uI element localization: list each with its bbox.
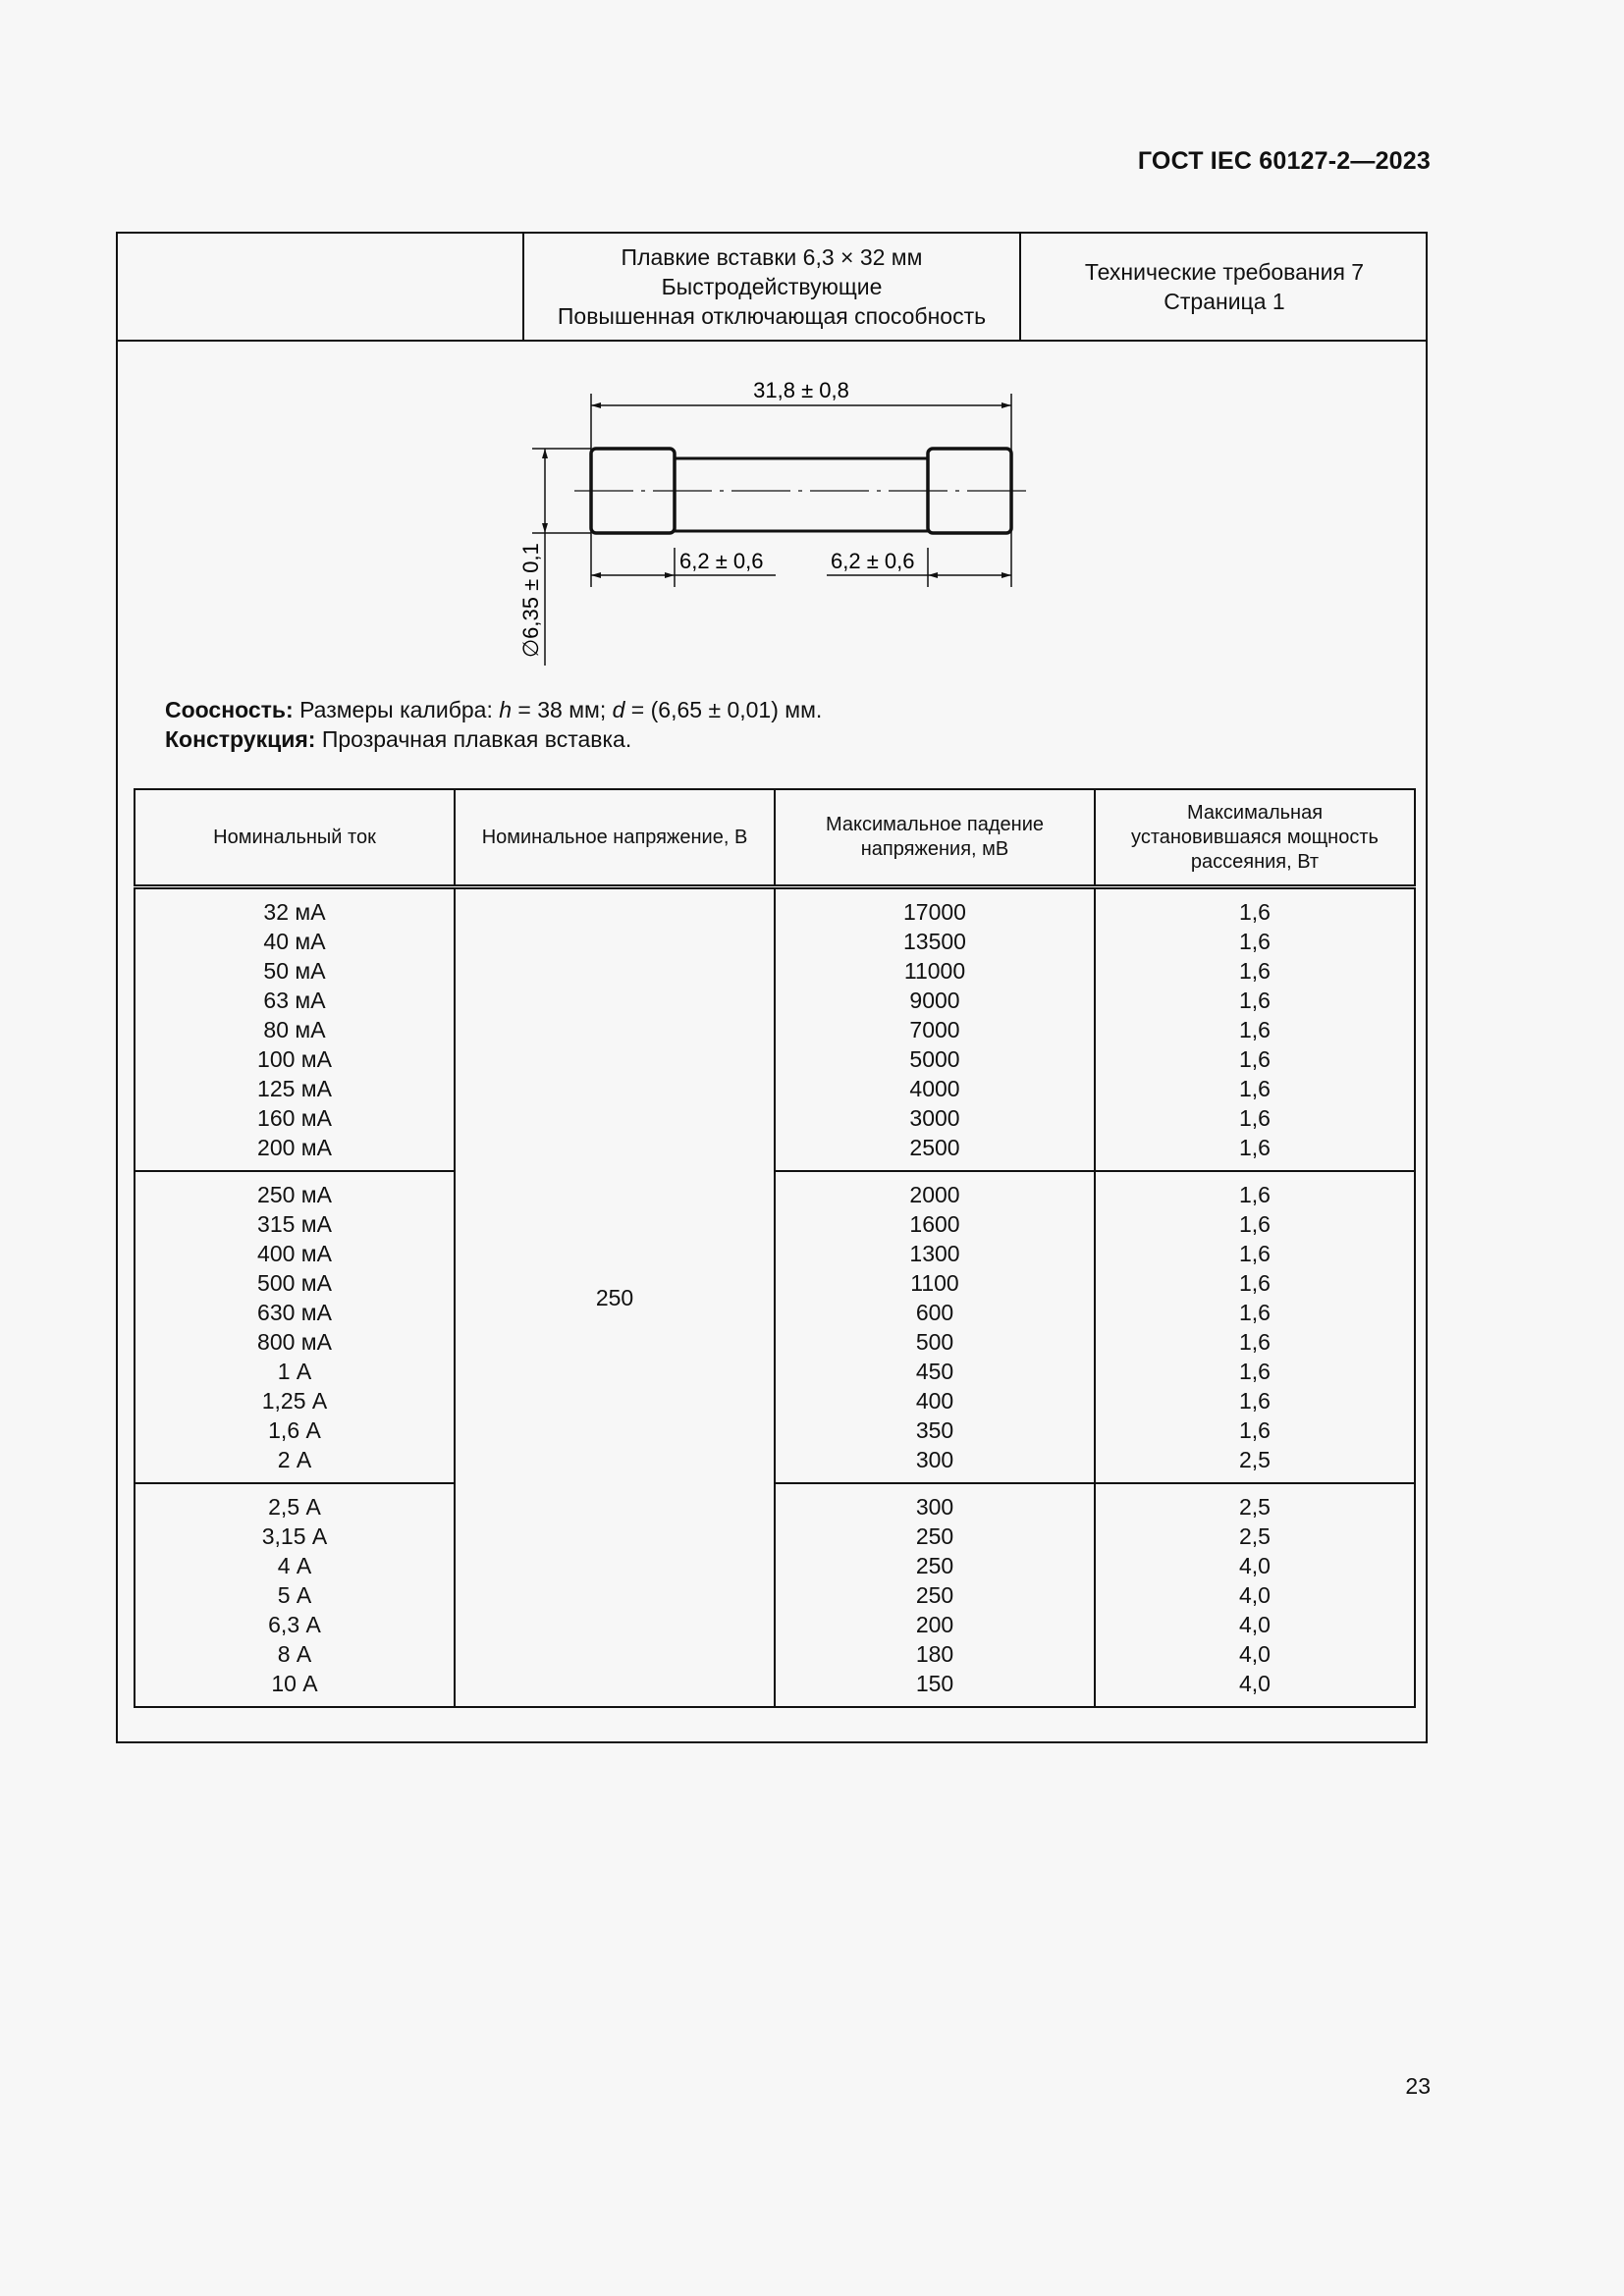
dim-cap-left-label: 6,2 ± 0,6 (679, 549, 764, 573)
current-cell (135, 1483, 455, 1707)
title-line-2: Быстродействующие (661, 274, 883, 299)
voltage-drop-cell-value: 350 (915, 1417, 954, 1443)
voltage-drop-cell-value: 500 (915, 1329, 954, 1355)
power-cell-value: 1,6 (1239, 1300, 1271, 1325)
construction-label: Конструкция: (165, 726, 316, 752)
current-cell-value: 40 мА (263, 929, 326, 954)
voltage-drop-cell-value: 600 (915, 1300, 954, 1325)
voltage-drop-cell-value: 250 (915, 1553, 954, 1578)
power-cell-value: 1,6 (1239, 1329, 1271, 1355)
construction-text: Прозрачная плавкая вставка. (315, 726, 632, 752)
voltage-drop-cell-value: 300 (915, 1447, 954, 1472)
current-cell-value: 6,3 А (268, 1612, 321, 1637)
voltage-drop-cell-value: 450 (915, 1359, 954, 1384)
voltage-drop-cell-value: 250 (915, 1523, 954, 1549)
current-cell (135, 1171, 455, 1483)
power-cell-value: 1,6 (1239, 1270, 1271, 1296)
current-cell-value: 32 мА (263, 899, 326, 925)
dim-diameter-label: ∅6,35 ± 0,1 (518, 543, 543, 658)
power-cell-value: 1,6 (1239, 988, 1271, 1013)
voltage-drop-cell (775, 887, 1095, 1172)
current-cell-value: 80 мА (263, 1017, 326, 1042)
voltage-drop-cell (775, 1483, 1095, 1707)
power-cell-value: 1,6 (1239, 1417, 1271, 1443)
coaxiality-text-1: Размеры калибра: (293, 697, 500, 722)
voltage-drop-cell-value: 2000 (909, 1182, 960, 1207)
construction-note (165, 724, 822, 754)
current-cell-value: 3,15 А (261, 1523, 328, 1549)
gauge-h: h (499, 697, 513, 722)
power-cell-value: 2,5 (1239, 1523, 1271, 1549)
table-row (135, 1171, 1415, 1483)
power-cell-value: 1,6 (1239, 1076, 1271, 1101)
voltage-drop-cell-value: 7000 (909, 1017, 960, 1042)
header-voltage-drop: Максимальное падение напряжения, мВ (775, 789, 1095, 887)
power-cell (1095, 1171, 1415, 1483)
power-cell-value: 1,6 (1239, 1135, 1271, 1160)
title-line-3: Повышенная отключающая способность (557, 303, 987, 329)
voltage-cell: 250 (455, 887, 775, 1708)
title-line-1: Плавкие вставки 6,3 × 32 мм (621, 244, 923, 270)
power-cell-value: 1,6 (1239, 1017, 1271, 1042)
table-header-row (135, 789, 1415, 887)
power-cell (1095, 1483, 1415, 1707)
current-cell-value: 63 мА (263, 988, 326, 1013)
voltage-drop-cell-value: 150 (915, 1671, 954, 1696)
current-cell-value: 250 мА (257, 1182, 332, 1207)
current-cell-value: 630 мА (257, 1300, 332, 1325)
sheet-page: Страница 1 (1164, 289, 1285, 314)
voltage-drop-cell-value: 1100 (910, 1270, 959, 1296)
power-cell-value: 1,6 (1239, 1105, 1271, 1131)
power-cell-value: 1,6 (1239, 1388, 1271, 1414)
power-cell-value: 4,0 (1239, 1582, 1271, 1608)
power-cell-value: 1,6 (1239, 1046, 1271, 1072)
fuse-drawing (118, 234, 1426, 685)
power-cell-value: 1,6 (1239, 1359, 1271, 1384)
current-cell-value: 500 мА (257, 1270, 332, 1296)
voltage-drop-cell-value: 300 (915, 1494, 954, 1520)
current-cell-value: 5 А (277, 1582, 312, 1608)
voltage-drop-cell-value: 13500 (903, 929, 966, 954)
voltage-drop-cell-value: 250 (915, 1582, 954, 1608)
current-cell (135, 887, 455, 1172)
voltage-drop-cell-value: 5000 (909, 1046, 960, 1072)
current-cell-value: 10 А (271, 1671, 318, 1696)
coaxiality-text-3: = (6,65 ± 0,01) мм. (624, 697, 823, 722)
voltage-drop-cell-value: 400 (915, 1388, 954, 1414)
gauge-d: d (612, 697, 625, 722)
header-rated-current: Номинальный ток (135, 789, 455, 887)
coaxiality-label: Соосность: (165, 697, 294, 722)
voltage-drop-cell-value: 1300 (909, 1241, 960, 1266)
current-cell-value: 100 мА (257, 1046, 332, 1072)
dim-overall-length-label: 31,8 ± 0,8 (753, 378, 849, 402)
voltage-drop-cell-value: 9000 (909, 988, 960, 1013)
coaxiality-note (165, 695, 822, 724)
power-cell-value: 1,6 (1239, 1241, 1271, 1266)
power-cell-value: 4,0 (1239, 1641, 1271, 1667)
header-rated-voltage: Номинальное напряжение, В (455, 789, 775, 887)
table-row (135, 1483, 1415, 1707)
voltage-drop-cell-value: 17000 (903, 899, 966, 925)
current-cell-value: 1,6 А (268, 1417, 321, 1443)
power-cell-value: 4,0 (1239, 1671, 1271, 1696)
current-cell-value: 1,25 А (261, 1388, 328, 1414)
voltage-drop-cell-value: 4000 (909, 1076, 960, 1101)
fuse-tube (675, 458, 928, 531)
power-cell-value: 1,6 (1239, 1211, 1271, 1237)
header-power-dissipation: Максимальная установившаяся мощность рассеяния, Вт (1095, 789, 1415, 887)
page-number: 23 (1405, 2073, 1431, 2099)
dim-cap-right-label: 6,2 ± 0,6 (831, 549, 915, 573)
voltage-drop-cell-value: 180 (915, 1641, 954, 1667)
voltage-drop-cell (775, 1171, 1095, 1483)
datasheet-frame (116, 232, 1428, 1743)
table-body (135, 887, 1415, 1708)
current-cell-value: 2,5 А (268, 1494, 321, 1520)
power-cell-value: 1,6 (1239, 899, 1271, 925)
current-cell-value: 400 мА (257, 1241, 332, 1266)
current-cell-value: 800 мА (257, 1329, 332, 1355)
power-cell-value: 1,6 (1239, 1182, 1271, 1207)
table-row (135, 887, 1415, 1172)
voltage-drop-cell-value: 200 (915, 1612, 954, 1637)
coaxiality-text-2: = 38 мм; (512, 697, 613, 722)
power-cell-value: 4,0 (1239, 1553, 1271, 1578)
current-cell-value: 125 мА (257, 1076, 332, 1101)
power-cell-value: 2,5 (1239, 1494, 1271, 1520)
current-cell-value: 315 мА (257, 1211, 332, 1237)
voltage-drop-cell-value: 3000 (909, 1105, 960, 1131)
standard-designation: ГОСТ IEC 60127-2—2023 (1137, 147, 1431, 175)
current-cell-value: 4 А (277, 1553, 312, 1578)
ratings-table (134, 788, 1416, 1708)
current-cell-value: 160 мА (257, 1105, 332, 1131)
current-cell-value: 8 А (277, 1641, 312, 1667)
power-cell (1095, 887, 1415, 1172)
current-cell-value: 2 А (277, 1447, 312, 1472)
voltage-drop-cell-value: 2500 (909, 1135, 960, 1160)
current-cell-value: 200 мА (257, 1135, 332, 1160)
voltage-drop-cell-value: 11000 (903, 958, 966, 984)
power-cell-value: 1,6 (1239, 929, 1271, 954)
power-cell-value: 2,5 (1239, 1447, 1271, 1472)
power-cell-value: 1,6 (1239, 958, 1271, 984)
current-cell-value: 50 мА (263, 958, 326, 984)
notes (165, 695, 822, 754)
voltage-drop-cell-value: 1600 (909, 1211, 960, 1237)
power-cell-value: 4,0 (1239, 1612, 1271, 1637)
requirements-sheet: Технические требования 7 (1084, 259, 1365, 285)
current-cell-value: 1 А (277, 1359, 312, 1384)
